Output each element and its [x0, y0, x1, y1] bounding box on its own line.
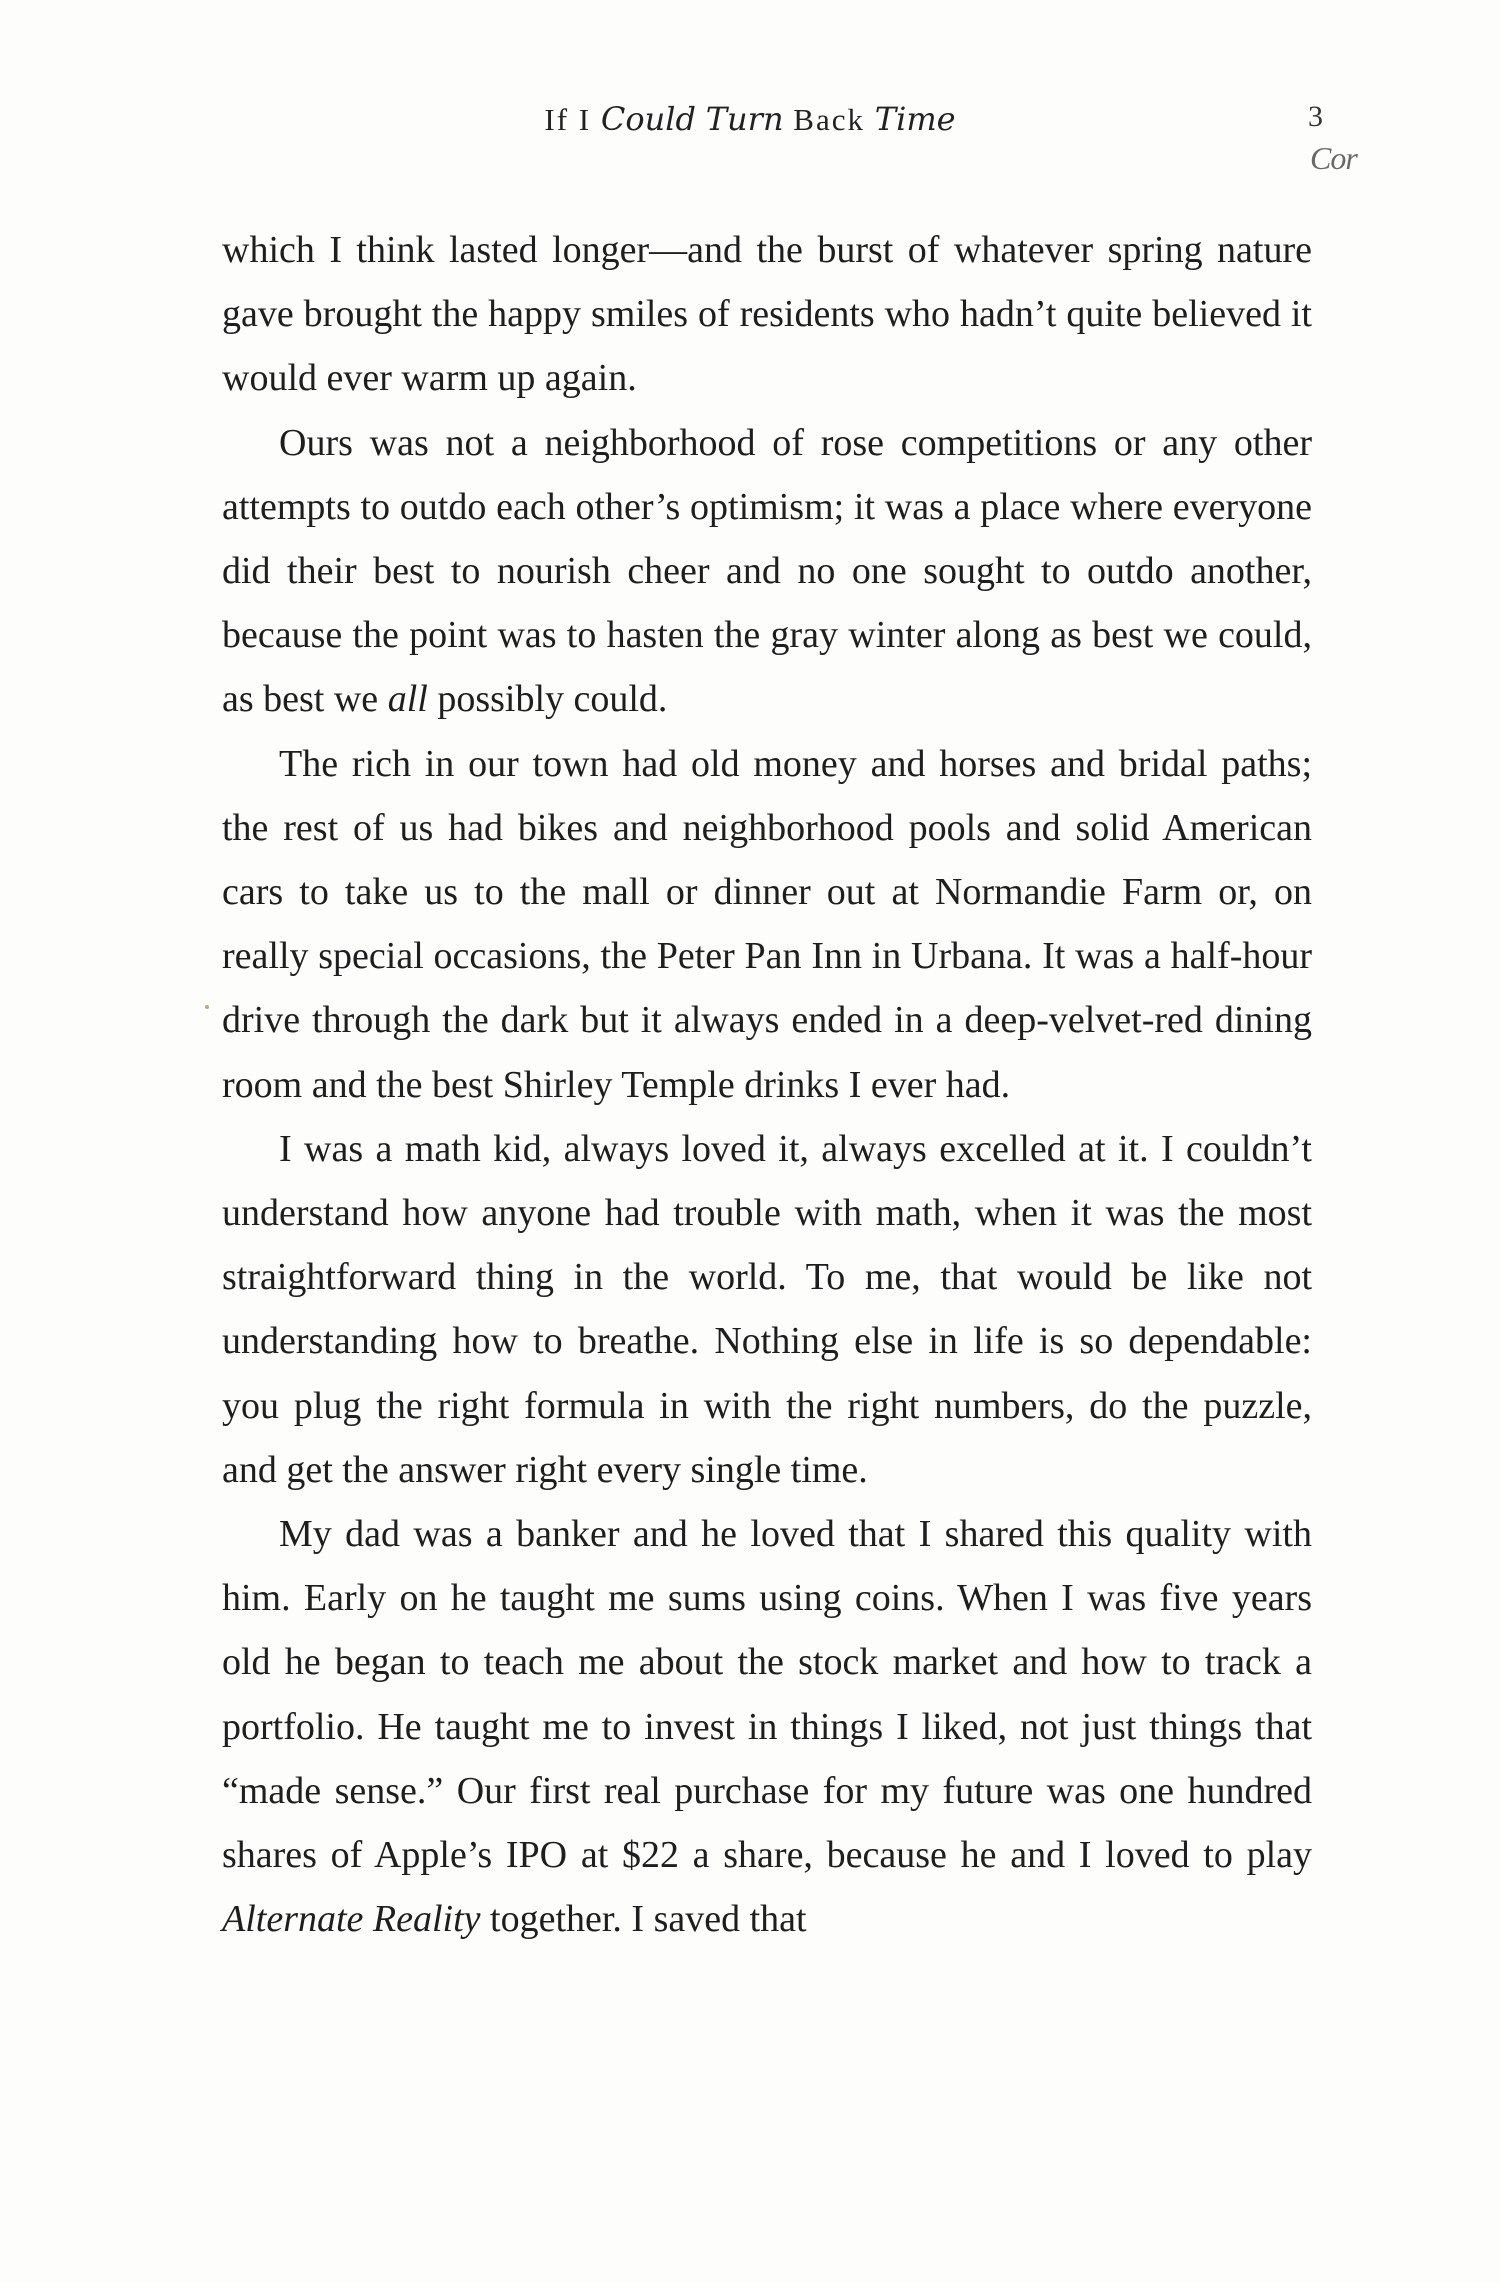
running-head-time: Time: [874, 100, 956, 138]
body-text: [222, 218, 1312, 1951]
paragraph-3: [222, 732, 1312, 1117]
paragraph-4-text: I was a math kid, always loved it, always excelled at it. I couldn’t understand how anyone had trouble with math, when it was the most straightforward thing in the world. To me, that would be like not understanding how to breathe. Nothing else in life is so dependable: you plug the right formula in with the right numbers, do the puzzle, and get the answer right every single time.: [222, 1127, 1312, 1491]
paragraph-5: [222, 1502, 1312, 1951]
paragraph-2: [222, 411, 1312, 732]
running-head-back: Back: [793, 102, 865, 137]
paragraph-2-emphasis: all: [387, 678, 428, 721]
paragraph-5-text: My dad was a banker and he loved that I shared this quality with him. Early on he taught me sums using coins. When I was five years old he began to teach me about the stock market and how to track a portfolio. He taught me to invest in things I liked, not just things that “made sense.” Our first real purchase for my future was one hundred shares of Apple’s IPO at $22 a share, because he and I loved to play: [222, 1513, 1312, 1877]
running-head: [0, 100, 1500, 138]
paragraph-2-text-end: possibly could.: [427, 678, 668, 721]
paragraph-1-text: which I think lasted longer—and the burst of whatever spring nature gave brought the happy smiles of residents who hadn’t quite believed it would ever warm up again.: [222, 229, 1312, 400]
paragraph-2-text: Ours was not a neighborhood of rose competitions or any other attempts to outdo each other’s optimism; it was a place where everyone did their best to nourish cheer and no one sought to outdo another, because the point was to hasten the gray winter along as best we could, as best we: [222, 421, 1312, 721]
stray-mark: [205, 1005, 209, 1009]
paragraph-4: [222, 1117, 1312, 1502]
paragraph-1: [222, 218, 1312, 411]
paragraph-3-text: The rich in our town had old money and horses and bridal paths; the rest of us had bikes and neighborhood pools and solid American cars to take us to the mall or dinner out at Normandie Farm or, on really special occasions, the Peter Pan Inn in Urbana. It was a half-hour drive through the dark but it always ended in a deep-velvet-red dining room and the best Shirley Temple drinks I ever had.: [222, 742, 1312, 1106]
running-head-turn: Turn: [705, 100, 784, 138]
running-head-if-i: If I: [544, 102, 592, 137]
paragraph-5-title: Alternate Reality: [222, 1898, 481, 1941]
paragraph-5-text-end: together. I saved that: [480, 1898, 807, 1941]
page-number: 3: [1308, 100, 1323, 133]
margin-annotation: Cor: [1310, 140, 1357, 176]
running-head-could: Could: [600, 100, 696, 138]
